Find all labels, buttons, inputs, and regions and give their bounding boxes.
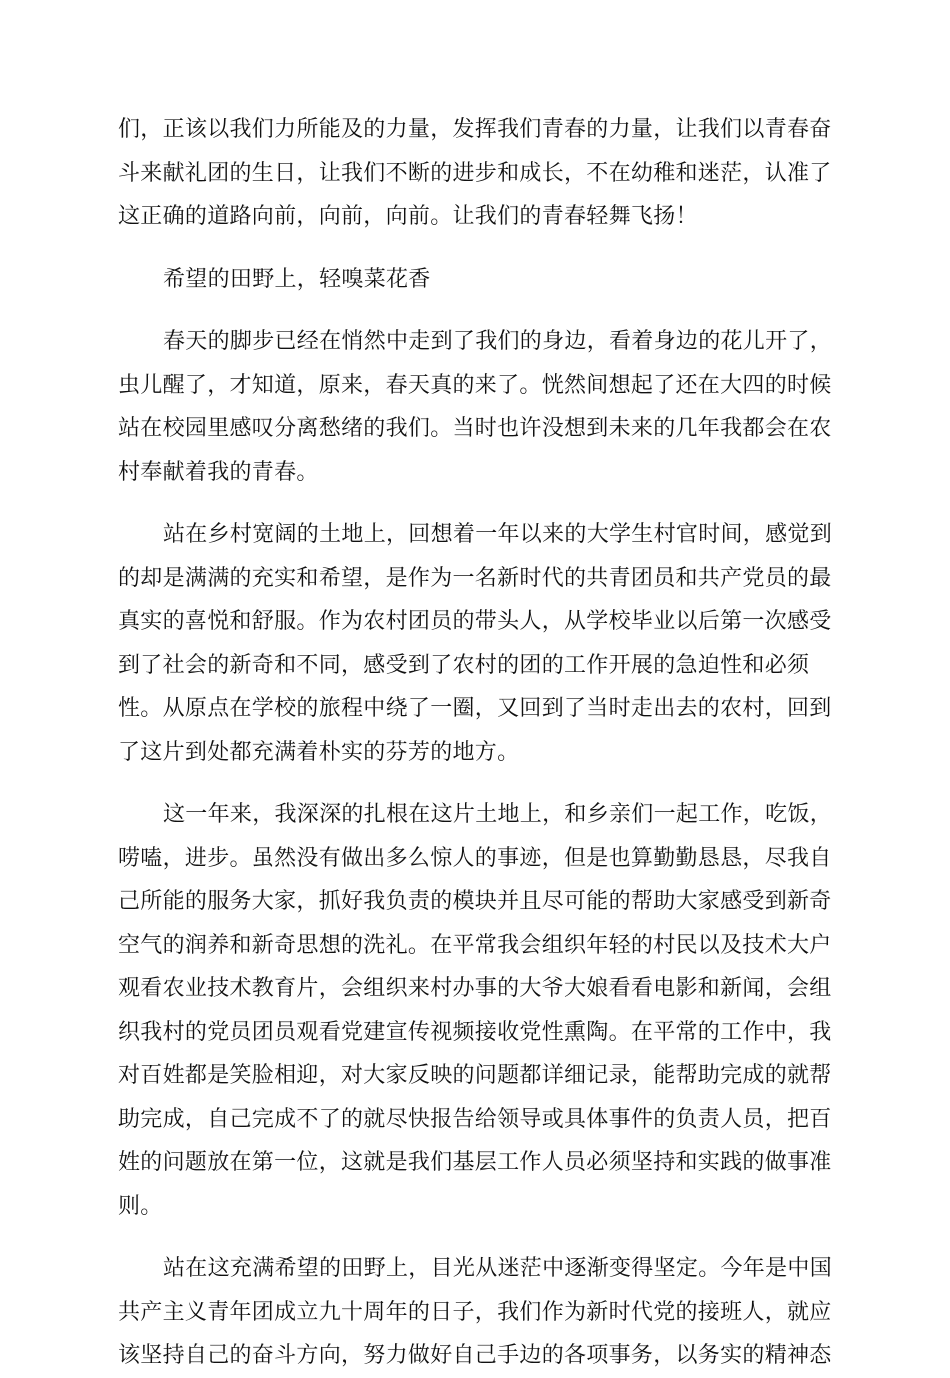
text-line: 真实的喜悦和舒服。作为农村团员的带头人，从学校毕业以后第一次感受 (118, 609, 832, 634)
text-line: 们，正该以我们力所能及的力量，发挥我们青春的力量，让我们以青春奋 (118, 117, 832, 142)
text-line: 这一年来，我深深的扎根在这片土地上，和乡亲们一起工作，吃饭， (163, 802, 833, 827)
text-line: 助完成，自己完成不了的就尽快报告给领导或具体事件的负责人员，把百 (118, 1106, 832, 1132)
text-line: 斗来献礼团的生日，让我们不断的进步和成长，不在幼稚和迷茫，认准了 (118, 160, 832, 186)
text-line: 该坚持自己的奋斗方向，努力做好自己手边的各项事务，以务实的精神态 (118, 1343, 832, 1368)
text-line: 观看农业技术教育片，会组织来村办事的大爷大娘看看电影和新闻，会组 (118, 976, 832, 1001)
text-line: 姓的问题放在第一位，这就是我们基层工作人员必须坚持和实践的做事准 (118, 1150, 832, 1175)
text-line: 对百姓都是笑脸相迎，对大家反映的问题都详细记录，能帮助完成的就帮 (118, 1063, 832, 1088)
text-line: 则。 (118, 1193, 163, 1219)
text-line: 己所能的服务大家，抓好我负责的模块并且尽可能的帮助大家感受到新奇 (118, 889, 832, 914)
text-line: 村奉献着我的青春。 (118, 459, 319, 485)
text-line: 春天的脚步已经在悄然中走到了我们的身边，看着身边的花儿开了， (163, 329, 833, 354)
paragraph (118, 1247, 834, 1378)
paragraph (118, 320, 834, 494)
text-line: 织我村的党员团员观看党建宣传视频接收党性熏陶。在平常的工作中，我 (118, 1019, 832, 1045)
text-line: 这正确的道路向前，向前，向前。让我们的青春轻舞飞扬！ (118, 204, 698, 229)
text-line: 空气的润养和新奇思想的洗礼。在平常我会组织年轻的村民以及技术大户 (118, 932, 832, 958)
paragraph-continuation (118, 108, 834, 239)
paragraph (118, 793, 834, 1228)
text-line: 唠嗑，进步。虽然没有做出多么惊人的事迹，但是也算勤勤恳恳，尽我自 (118, 845, 832, 871)
text-line: 共产主义青年团成立九十周年的日子，我们作为新时代党的接班人，就应 (118, 1299, 832, 1325)
text-line: 到了社会的新奇和不同，感受到了农村的团的工作开展的急迫性和必须 (118, 652, 810, 678)
text-line: 性。从原点在学校的旅程中绕了一圈，又回到了当时走出去的农村，回到 (118, 696, 832, 721)
section-heading (118, 258, 834, 302)
text-line: 了这片到处都充满着朴实的芬芳的地方。 (118, 739, 520, 765)
text-line: 虫儿醒了，才知道，原来，春天真的来了。恍然间想起了还在大四的时候 (118, 372, 832, 398)
text-line: 站在这充满希望的田野上，目光从迷茫中逐渐变得坚定。今年是中国 (163, 1256, 833, 1281)
paragraph (118, 513, 834, 774)
text-line: 的却是满满的充实和希望，是作为一名新时代的共青团员和共产党员的最 (118, 565, 832, 591)
document-body (118, 108, 834, 1378)
text-line: 站在校园里感叹分离愁绪的我们。当时也许没想到未来的几年我都会在农 (118, 416, 832, 441)
text-line: 站在乡村宽阔的土地上，回想着一年以来的大学生村官时间，感觉到 (163, 522, 833, 547)
heading-line: 希望的田野上，轻嗅菜花香 (163, 266, 431, 292)
